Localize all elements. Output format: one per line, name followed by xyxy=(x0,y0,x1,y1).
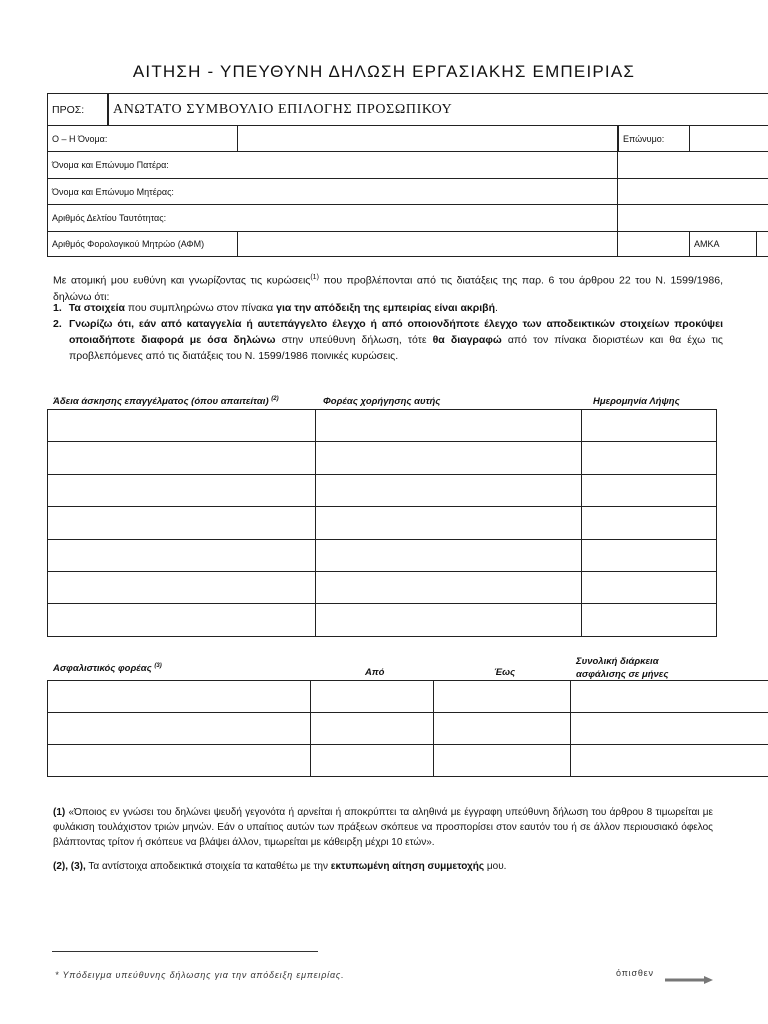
declaration-item-1 xyxy=(53,300,723,316)
insurance-cell-from[interactable] xyxy=(311,745,434,777)
license-cell-license[interactable] xyxy=(48,442,316,474)
license-row xyxy=(48,539,717,571)
license-cell-issuer[interactable] xyxy=(315,474,582,506)
item1-number: 1. xyxy=(53,302,62,314)
item2-bold-b: θα διαγραφώ xyxy=(432,334,502,346)
license-cell-date[interactable] xyxy=(582,604,717,636)
insurance-cell-from[interactable] xyxy=(311,681,434,713)
license-col1-header xyxy=(53,396,279,407)
insurance-col3-header: Έως xyxy=(494,667,516,678)
footnote-text: * Υπόδειγμα υπεύθυνης δήλωσης για την απόδειξη εμπειρίας. xyxy=(55,970,345,980)
license-row xyxy=(48,604,717,636)
item1-bold-a: Τα στοιχεία xyxy=(68,302,126,314)
license-cell-issuer[interactable] xyxy=(315,507,582,539)
note-1-text: «Όποιος εν γνώσει του δηλώνει ψευδή γεγονότα ή αρνείται ή αποκρύπτει τα αληθινά με έγγραφη υπεύθυνη δήλωση του άρθρου 8 τιμωρείται με φυλάκιση τουλάχιστον τριών μηνών. Εάν ο υπαίτιος αυτών των πράξεων σκόπευε να προσπορίσει στον εαυτόν του ή σε άλλον περιουσιακό όφελος βλάπτοντας τρίτον ή σκόπευε να βλάψει άλλον, τιμωρείται με κάθειρξη μέχρι 10 ετών». xyxy=(53,807,713,848)
item1-bold-b: για την απόδειξη της εμπειρίας είναι ακριβή xyxy=(276,302,495,314)
license-cell-date[interactable] xyxy=(582,410,717,442)
license-row xyxy=(48,507,717,539)
license-cell-license[interactable] xyxy=(48,474,316,506)
surname-label: Επώνυμο: xyxy=(619,126,690,152)
insurance-cell-to[interactable] xyxy=(434,745,571,777)
license-cell-issuer[interactable] xyxy=(315,604,582,636)
license-cell-license[interactable] xyxy=(48,604,316,636)
amka-label: ΑΜΚΑ xyxy=(690,232,757,257)
insurance-col1-text: Ασφαλιστικός φορέας xyxy=(53,663,152,675)
id-field[interactable] xyxy=(618,205,768,232)
insurance-col1-header xyxy=(53,663,162,674)
intro-sup: (1) xyxy=(310,274,319,281)
insurance-cell-to[interactable] xyxy=(434,681,571,713)
insurance-cell-provider[interactable] xyxy=(48,681,311,713)
note-23-label: (2), (3), xyxy=(53,861,86,872)
arrow-right-icon xyxy=(665,971,713,977)
name-field[interactable] xyxy=(237,125,378,151)
amka-field[interactable] xyxy=(757,232,768,257)
note-2-3 xyxy=(53,859,713,874)
license-table xyxy=(47,409,717,637)
pros-divider xyxy=(107,93,108,125)
insurance-col4-header xyxy=(576,655,668,681)
mother-field[interactable] xyxy=(618,179,768,205)
personal-info-table xyxy=(47,93,768,257)
insurance-cell-months[interactable] xyxy=(571,713,768,745)
afm-field[interactable] xyxy=(618,232,690,257)
afm-divider xyxy=(237,232,238,257)
item2-end: από τον πίνακα διοριστέων και θα έχω τις προβλεπόμενες από τις διατάξεις του Ν. 1599/1986 ποινικές κυρώσεις. xyxy=(69,334,723,362)
mother-label: Όνομα και Επώνυμο Μητέρας: xyxy=(48,179,618,205)
license-cell-issuer[interactable] xyxy=(315,539,582,571)
license-cell-issuer[interactable] xyxy=(315,442,582,474)
license-col2-header: Φορέας χορήγησης αυτής xyxy=(323,396,441,407)
insurance-cell-from[interactable] xyxy=(311,713,434,745)
license-col1-sup: (2) xyxy=(271,396,279,402)
next-page-label: όπισθεν xyxy=(616,968,654,978)
license-row xyxy=(48,571,717,603)
item2-bold-a: Γνωρίζω ότι, εάν από καταγγελία ή αυτεπάγγελτο έλεγχο ή από οποιονδήποτε έλεγχο των αποδεικτικών στοιχείων προκύψει οποιαδήποτε διαφορά με όσα δηλώνω xyxy=(69,318,723,346)
insurance-cell-provider[interactable] xyxy=(48,745,311,777)
license-cell-license[interactable] xyxy=(48,507,316,539)
pros-value: ΑΝΩΤΑΤΟ ΣΥΜΒΟΥΛΙΟ ΕΠΙΛΟΓΗΣ ΠΡΟΣΩΠΙΚΟΥ xyxy=(109,94,768,126)
license-cell-issuer[interactable] xyxy=(315,410,582,442)
license-col3-header: Ημερομηνία Λήψης xyxy=(593,396,680,407)
note-1-label: (1) xyxy=(53,807,66,818)
intro-text-a: Με ατομική μου ευθύνη και γνωρίζοντας τις κυρώσεις xyxy=(53,274,311,287)
note-23-end: μου. xyxy=(484,861,507,872)
pros-label: ΠΡΟΣ: xyxy=(48,94,109,126)
note-23-bold: εκτυπωμένη αίτηση συμμετοχής xyxy=(330,861,485,872)
afm-label: Αριθμός Φορολογικού Μητρώο (ΑΦΜ) xyxy=(48,232,618,257)
intro-text-b: που προβλέπονται από τις διατάξεις της παρ. 6 του άρθρου 22 του Ν. 1599/1986, δηλώνω ότι: xyxy=(53,274,723,303)
license-cell-issuer[interactable] xyxy=(315,571,582,603)
insurance-cell-to[interactable] xyxy=(434,713,571,745)
item2-mid: στην υπεύθυνη δήλωση, τότε xyxy=(275,334,433,346)
insurance-row xyxy=(48,713,768,745)
item1-end: . xyxy=(495,302,498,314)
license-cell-date[interactable] xyxy=(582,474,717,506)
license-cell-license[interactable] xyxy=(48,539,316,571)
insurance-col1-sup: (3) xyxy=(154,663,162,669)
page-title: ΑΙΤΗΣΗ - ΥΠΕΥΘΥΝΗ ΔΗΛΩΣΗ ΕΡΓΑΣΙΑΚΗΣ ΕΜΠΕΙΡΙΑΣ xyxy=(132,62,636,81)
license-cell-date[interactable] xyxy=(582,442,717,474)
license-cell-license[interactable] xyxy=(48,410,316,442)
id-label: Αριθμός Δελτίου Ταυτότητας: xyxy=(48,205,618,232)
insurance-col2-header: Από xyxy=(365,667,385,678)
name-label: Ο – Η Όνομα: xyxy=(48,126,618,152)
note-23-text: Τα αντίστοιχα αποδεικτικά στοιχεία τα καταθέτω με την xyxy=(85,861,331,872)
insurance-cell-provider[interactable] xyxy=(48,713,311,745)
father-label: Όνομα και Επώνυμο Πατέρα: xyxy=(48,152,618,179)
license-col1-text: Άδεια άσκησης επαγγέλματος (όπου απαιτείται) xyxy=(53,396,269,408)
father-field[interactable] xyxy=(618,152,768,179)
license-cell-date[interactable] xyxy=(582,507,717,539)
license-cell-date[interactable] xyxy=(582,539,717,571)
license-cell-license[interactable] xyxy=(48,571,316,603)
surname-field[interactable] xyxy=(690,126,768,152)
insurance-col4-line1: Συνολική διάρκεια xyxy=(576,656,659,667)
item1-mid: που συμπληρώνω στον πίνακα xyxy=(125,302,277,314)
insurance-cell-months[interactable] xyxy=(571,745,768,777)
item2-number: 2. xyxy=(53,318,62,330)
insurance-row xyxy=(48,745,768,777)
license-cell-date[interactable] xyxy=(582,571,717,603)
insurance-table xyxy=(47,680,768,777)
footnote-divider xyxy=(52,951,318,952)
declaration-item-2 xyxy=(53,316,723,364)
note-1 xyxy=(53,805,713,850)
insurance-cell-months[interactable] xyxy=(571,681,768,713)
license-row xyxy=(48,474,717,506)
license-row xyxy=(48,442,717,474)
license-row xyxy=(48,410,717,442)
insurance-row xyxy=(48,681,768,713)
insurance-col4-line2: ασφάλισης σε μήνες xyxy=(576,669,669,680)
